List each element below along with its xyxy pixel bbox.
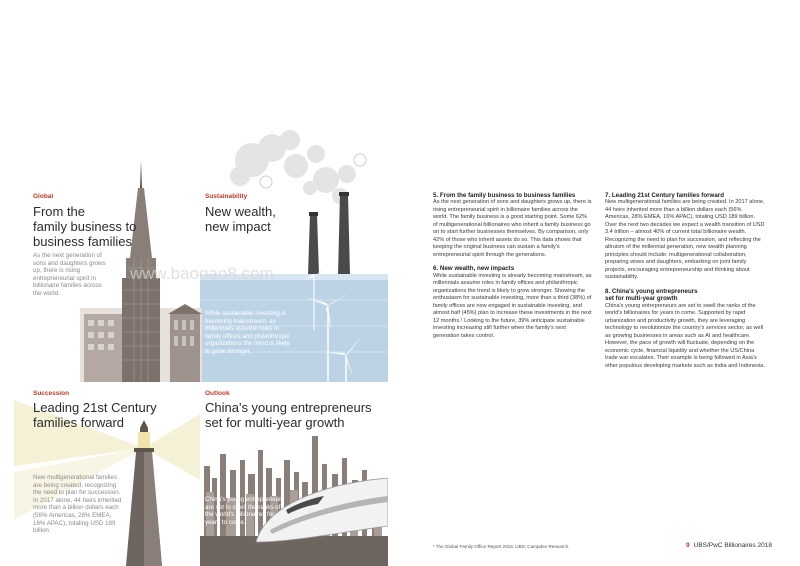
succession-blurb: New multigenerational families are being created, recognizing the need to plan for succession. In 2017 alone, 44 heirs inherited more than a billion dollars each (56% Americas, 28% EMEA, 16% APAC), totaling USD 189 billion.	[33, 474, 122, 535]
sustainability-heading	[205, 204, 276, 234]
section-8-title-line: 8. China's young entrepreneurs	[605, 287, 698, 295]
page-footer	[686, 542, 772, 549]
global-blurb: As the next generation of sons and daughters grows up, there is rising entrepreneurial spirit in billionaire families across the world.	[33, 252, 106, 297]
global-heading-line: family business to	[33, 219, 137, 234]
succession-heading	[33, 400, 157, 430]
section-5-title: 5. From the family business to business families	[433, 192, 576, 199]
text-column-left	[433, 192, 593, 346]
text-column-right	[605, 192, 767, 376]
section-6-title: 6. New wealth, new impacts	[433, 265, 515, 273]
section-5-body: As the next generation of sons and daughters grows up, there is rising entrepreneurial spirit in billionaire families across the world. The family business is a good starting point. Some 62% of multigenerational billionaires who inherit a family business go on to start further businesses themselves. By comparison, only 42% of those who inherit assets do so. This data shows that keeping the original business can sustain a family's entrepreneurial spirit through the generations.	[433, 199, 592, 258]
outlook-heading	[205, 400, 372, 430]
sustainability-blurb: While sustainable investing is becoming mainstream, as millennials assume roles in family offices and philanthropic organizations the trend is likely to grow stronger.	[205, 310, 290, 355]
section-7-title: 7. Leading 21st Century families forward	[605, 192, 724, 199]
global-heading	[33, 204, 136, 249]
sustainability-heading-line: New wealth,	[205, 204, 276, 219]
report-title: UBS/PwC Billionaires 2018	[693, 542, 773, 549]
succession-category-label: Succession	[33, 390, 70, 397]
section-7-body: New multigenerational families are being created. In 2017 alone, 44 heirs inherited more than a billion dollars each (56% Americas, 28% EMEA, 16% APAC), totaling USD 189 billion. Over the next two decades we expect a wealth transition of USD 3.4 trillion – almost 40% of current total billionaire wealth. Recognizing the need to plan for succession, and reflecting the altruism of the millennial generation, new wealth planning principles should include: multigenerational collaboration, preparing wives and daughters, embarking on joint family projects, encouraging entrepreneurship and thinking about sustainability.	[605, 199, 765, 281]
outlook-heading-line: China's young entrepreneurs	[205, 400, 372, 415]
succession-heading-line: families forward	[33, 415, 125, 430]
outlook-blurb: China's young entrepreneurs are set to swell the ranks of the world's billionaires for years to come.	[205, 496, 285, 526]
footnote: ¹ The Global Family Office Report 2018. UBS; Campden Research.	[433, 544, 570, 549]
section-8-title-line: set for multi-year growth	[605, 295, 678, 303]
sustainability-category-label: Sustainability	[205, 193, 248, 200]
global-category-label: Global	[33, 193, 54, 200]
section-8-body: China's young entrepreneurs are set to swell the ranks of the world's billionaires for years to come. Supported by rapid urbanization and productivity growth, they are leveraging technology to revolutionize the country's services sector, as well as growing businesses in areas such as AI and healthcare. However, the pace of growth will fluctuate, depending on the economic cycle, financial liquidity and whether the US/China trade war escalates. Their example is being followed in Asia's other populous developing markets such as India and Indonesia.	[605, 302, 765, 369]
sustainability-heading-line: new impact	[205, 219, 271, 234]
outlook-heading-line: set for multi-year growth	[205, 415, 345, 430]
watermark: www.baogao8.com	[130, 264, 274, 283]
section-6-body: While sustainable investing is already becoming mainstream, as millennials assume roles in family offices and philanthropic organizations the trend is likely to grow stronger. Showing the enthusiasm for sustainable investing, more than a third (38%) of family offices are now engaged in sustainable investing, and almost half (45%) plan to increase these investments in the next 12 months.¹ Looking to the future, 39% anticipate sustainable investing increasing still further when the family's next generation takes control.	[433, 272, 592, 339]
section-8-title	[605, 288, 767, 303]
page-number: 9	[686, 542, 690, 549]
global-heading-line: From the	[33, 204, 86, 219]
outlook-category-label: Outlook	[205, 390, 230, 397]
global-heading-line: business families	[33, 234, 132, 249]
succession-heading-line: Leading 21st Century	[33, 400, 157, 415]
